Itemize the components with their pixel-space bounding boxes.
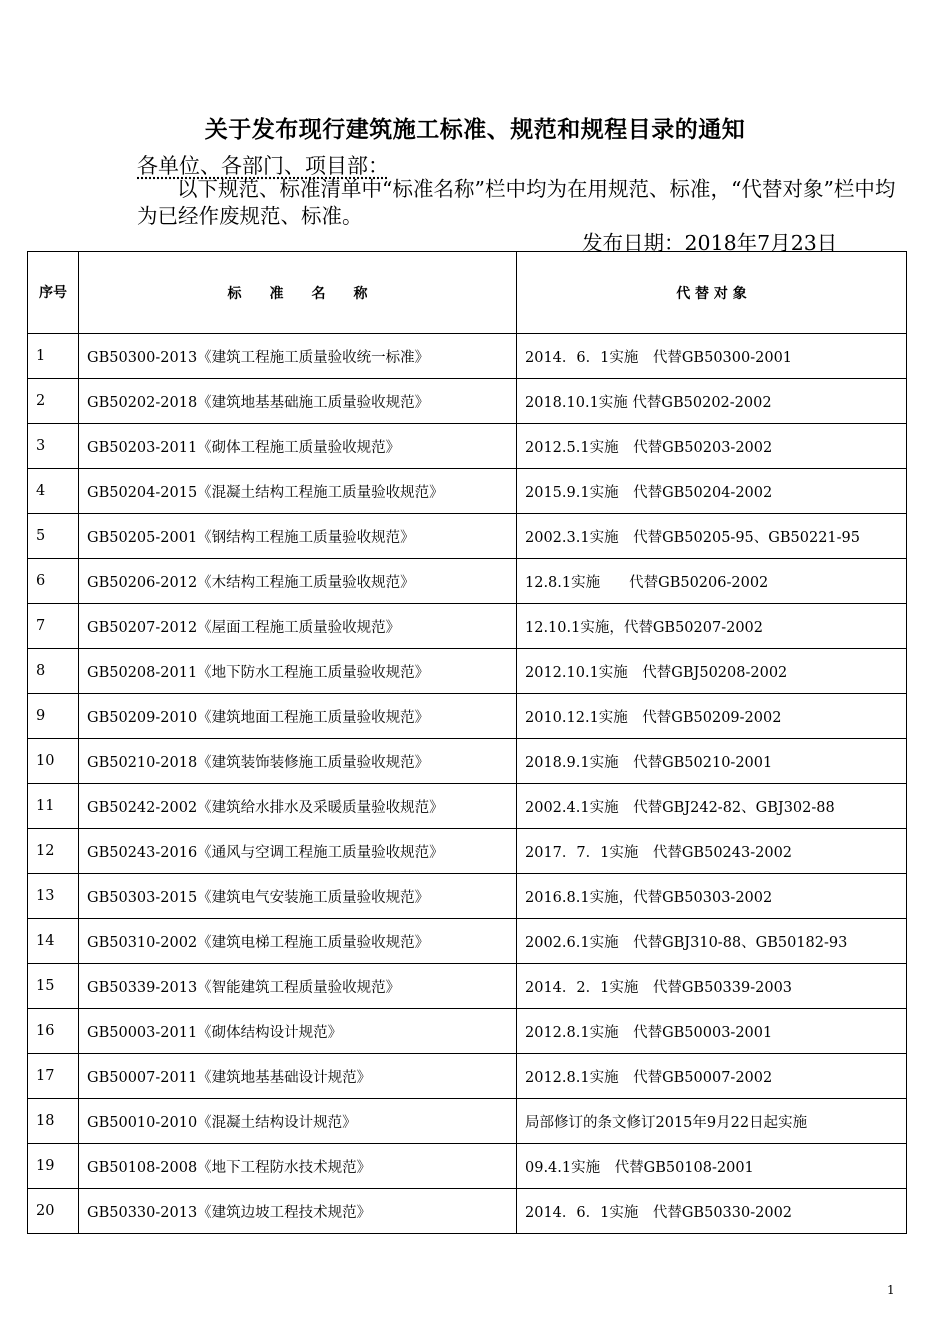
table-row xyxy=(28,604,907,649)
row-standard-name: GB50310-2002《建筑电梯工程施工质量验收规范》 xyxy=(79,919,517,964)
row-index: 2 xyxy=(28,379,79,424)
table-row xyxy=(28,559,907,604)
row-index: 4 xyxy=(28,469,79,514)
row-standard-name: GB50207-2012《屋面工程施工质量验收规范》 xyxy=(79,604,517,649)
row-index: 8 xyxy=(28,649,79,694)
row-replaces: 2002.4.1实施 代替GBJ242-82、GBJ302-88 xyxy=(517,784,907,829)
salutation: 各单位、各部门、项目部： xyxy=(137,154,389,178)
row-replaces: 2016.8.1实施，代替GB50303-2002 xyxy=(517,874,907,919)
row-index: 11 xyxy=(28,784,79,829)
row-replaces: 2014．2．1实施 代替GB50339-2003 xyxy=(517,964,907,1009)
page-number: 1 xyxy=(887,1283,895,1297)
table-row xyxy=(28,964,907,1009)
header-index: 序号 xyxy=(28,252,79,334)
table-row xyxy=(28,919,907,964)
row-replaces: 2012.8.1实施 代替GB50007-2002 xyxy=(517,1054,907,1099)
row-standard-name: GB50339-2013《智能建筑工程质量验收规范》 xyxy=(79,964,517,1009)
row-replaces: 2002.6.1实施 代替GBJ310-88、GB50182-93 xyxy=(517,919,907,964)
table-row xyxy=(28,514,907,559)
row-replaces: 09.4.1实施 代替GB50108-2001 xyxy=(517,1144,907,1189)
row-replaces: 2014．6．1实施 代替GB50300-2001 xyxy=(517,334,907,379)
row-replaces: 2017．7．1实施 代替GB50243-2002 xyxy=(517,829,907,874)
table-row xyxy=(28,694,907,739)
header-replaces: 代 替 对 象 xyxy=(517,252,907,334)
table-row xyxy=(28,334,907,379)
row-standard-name: GB50243-2016《通风与空调工程施工质量验收规范》 xyxy=(79,829,517,874)
table-row xyxy=(28,469,907,514)
publish-date-value: 2018年7月23日 xyxy=(684,231,838,255)
row-index: 20 xyxy=(28,1189,79,1234)
row-standard-name: GB50203-2011《砌体工程施工质量验收规范》 xyxy=(79,424,517,469)
table-row xyxy=(28,739,907,784)
row-standard-name: GB50303-2015《建筑电气安装施工质量验收规范》 xyxy=(79,874,517,919)
row-index: 12 xyxy=(28,829,79,874)
row-index: 14 xyxy=(28,919,79,964)
standards-table xyxy=(27,251,907,1234)
row-standard-name: GB50108-2008《地下工程防水技术规范》 xyxy=(79,1144,517,1189)
row-replaces: 2002.3.1实施 代替GB50205-95、GB50221-95 xyxy=(517,514,907,559)
table-row xyxy=(28,784,907,829)
table-row xyxy=(28,1054,907,1099)
row-index: 13 xyxy=(28,874,79,919)
row-standard-name: GB50010-2010《混凝土结构设计规范》 xyxy=(79,1099,517,1144)
row-index: 5 xyxy=(28,514,79,559)
row-standard-name: GB50209-2010《建筑地面工程施工质量验收规范》 xyxy=(79,694,517,739)
row-index: 10 xyxy=(28,739,79,784)
row-standard-name: GB50300-2013《建筑工程施工质量验收统一标准》 xyxy=(79,334,517,379)
row-index: 17 xyxy=(28,1054,79,1099)
row-index: 15 xyxy=(28,964,79,1009)
row-replaces: 2015.9.1实施 代替GB50204-2002 xyxy=(517,469,907,514)
table-row xyxy=(28,424,907,469)
row-standard-name: GB50202-2018《建筑地基基础施工质量验收规范》 xyxy=(79,379,517,424)
row-index: 1 xyxy=(28,334,79,379)
header-standard-name: 标 准 名 称 xyxy=(79,252,517,334)
row-standard-name: GB50210-2018《建筑装饰装修施工质量验收规范》 xyxy=(79,739,517,784)
row-standard-name: GB50204-2015《混凝土结构工程施工质量验收规范》 xyxy=(79,469,517,514)
row-standard-name: GB50003-2011《砌体结构设计规范》 xyxy=(79,1009,517,1054)
table-row xyxy=(28,874,907,919)
table-header-row xyxy=(28,252,907,334)
row-index: 6 xyxy=(28,559,79,604)
row-replaces: 12.8.1实施 代替GB50206-2002 xyxy=(517,559,907,604)
publish-date-label: 发布日期： xyxy=(582,231,685,255)
row-standard-name: GB50206-2012《木结构工程施工质量验收规范》 xyxy=(79,559,517,604)
row-replaces: 12.10.1实施，代替GB50207-2002 xyxy=(517,604,907,649)
row-index: 7 xyxy=(28,604,79,649)
row-index: 16 xyxy=(28,1009,79,1054)
row-index: 19 xyxy=(28,1144,79,1189)
table-row xyxy=(28,379,907,424)
row-replaces: 2018.9.1实施 代替GB50210-2001 xyxy=(517,739,907,784)
table-row xyxy=(28,1144,907,1189)
row-index: 3 xyxy=(28,424,79,469)
notice-body: 以下规范、标准清单中“标准名称”栏中均为在用规范、标准，“代替对象”栏中均为已经作废规范、标准。 xyxy=(137,177,896,228)
row-standard-name: GB50330-2013《建筑边坡工程技术规范》 xyxy=(79,1189,517,1234)
row-index: 18 xyxy=(28,1099,79,1144)
row-replaces: 局部修订的条文修订2015年9月22日起实施 xyxy=(517,1099,907,1144)
table-row xyxy=(28,1099,907,1144)
table-row xyxy=(28,829,907,874)
table-row xyxy=(28,1189,907,1234)
row-replaces: 2012.10.1实施 代替GBJ50208-2002 xyxy=(517,649,907,694)
document-title: 关于发布现行建筑施工标准、规范和规程目录的通知 xyxy=(204,117,746,143)
row-standard-name: GB50205-2001《钢结构工程施工质量验收规范》 xyxy=(79,514,517,559)
row-standard-name: GB50242-2002《建筑给水排水及采暖质量验收规范》 xyxy=(79,784,517,829)
row-replaces: 2012.8.1实施 代替GB50003-2001 xyxy=(517,1009,907,1054)
table-row xyxy=(28,1009,907,1054)
row-index: 9 xyxy=(28,694,79,739)
row-standard-name: GB50007-2011《建筑地基基础设计规范》 xyxy=(79,1054,517,1099)
table-row xyxy=(28,649,907,694)
row-standard-name: GB50208-2011《地下防水工程施工质量验收规范》 xyxy=(79,649,517,694)
row-replaces: 2012.5.1实施 代替GB50203-2002 xyxy=(517,424,907,469)
row-replaces: 2018.10.1实施 代替GB50202-2002 xyxy=(517,379,907,424)
row-replaces: 2010.12.1实施 代替GB50209-2002 xyxy=(517,694,907,739)
row-replaces: 2014．6．1实施 代替GB50330-2002 xyxy=(517,1189,907,1234)
